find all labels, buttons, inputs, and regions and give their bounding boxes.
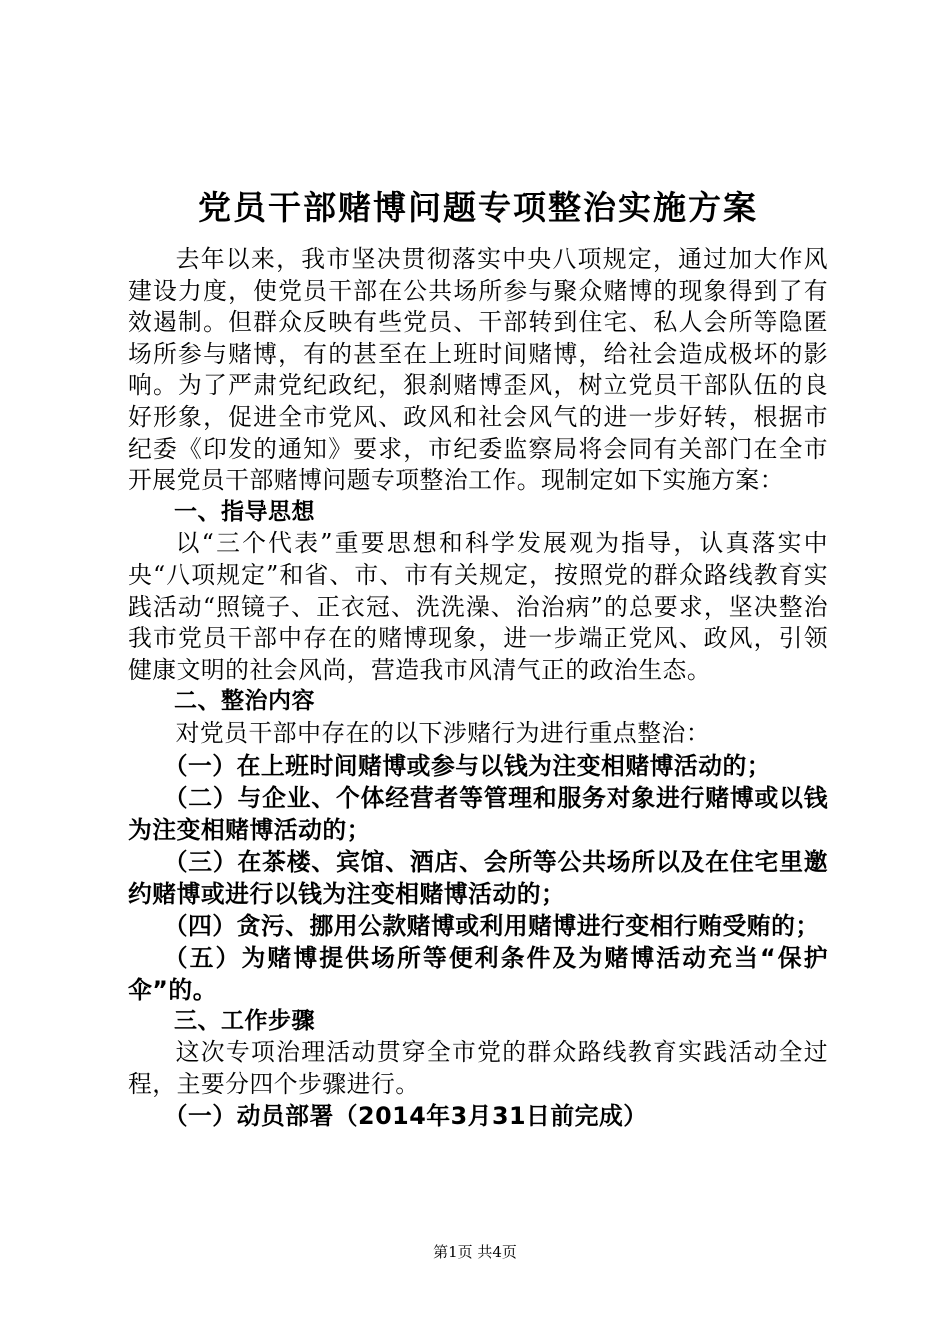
section-heading-guiding-ideology: 一、指导思想 xyxy=(174,498,315,525)
document-title: 党员干部赌博问题专项整治实施方案 xyxy=(198,188,758,227)
page-number-footer: 第1页 共4页 xyxy=(433,1243,517,1261)
section-heading-work-steps: 三、工作步骤 xyxy=(174,1007,315,1034)
rectification-item-3: （三）在茶楼、宾馆、酒店、会所等公共场所以及在住宅里邀约赌博或进行以钱为注变相赌博活动的； xyxy=(128,847,828,908)
intro-paragraph: 去年以来，我市坚决贯彻落实中央八项规定，通过加大作风建设力度，使党员干部在公共场所参与聚众赌博的现象得到了有效遏制。但群众反映有些党员、干部转到住宅、私人会所等隐匿场所参与赌博，有的甚至在上班时间赌博，给社会造成极坏的影响。为了严肃党纪政纪，狠刹赌博歪风，树立党员干部队伍的良好形象，促进全市党风、政风和社会风气的进一步好转，根据市纪委《印发的通知》要求，市纪委监察局将会同有关部门在全市开展党员干部赌博问题专项整治工作。现制定如下实施方案： xyxy=(128,245,828,495)
rectification-intro-paragraph: 对党员干部中存在的以下涉赌行为进行重点整治： xyxy=(175,718,711,747)
guiding-ideology-paragraph: 以“三个代表”重要思想和科学发展观为指导，认真落实中央“八项规定”和省、市、市有关规定，按照党的群众路线教育实践活动“照镜子、正衣冠、洗洗澡、治治病”的总要求，坚决整治我市党员干部中存在的赌博现象，进一步端正党风、政风，引领健康文明的社会风尚，营造我市风清气正的政治生态。 xyxy=(128,529,828,684)
work-step-1: （一）动员部署（2014年3月31日前完成） xyxy=(163,1102,648,1131)
work-steps-paragraph: 这次专项治理活动贯穿全市党的群众路线教育实践活动全过程，主要分四个步骤进行。 xyxy=(128,1038,828,1098)
section-heading-rectification-content: 二、整治内容 xyxy=(174,688,315,715)
rectification-item-4: （四）贪污、挪用公款赌博或利用赌博进行变相行贿受贿的； xyxy=(163,911,820,940)
rectification-item-2: （二）与企业、个体经营者等管理和服务对象进行赌博或以钱为注变相赌博活动的； xyxy=(128,783,828,844)
document-page xyxy=(128,176,828,1132)
rectification-item-1: （一）在上班时间赌博或参与以钱为注变相赌博活动的； xyxy=(163,751,772,780)
rectification-item-5: （五）为赌博提供场所等便利条件及为赌博活动充当“保护伞”的。 xyxy=(128,943,828,1004)
